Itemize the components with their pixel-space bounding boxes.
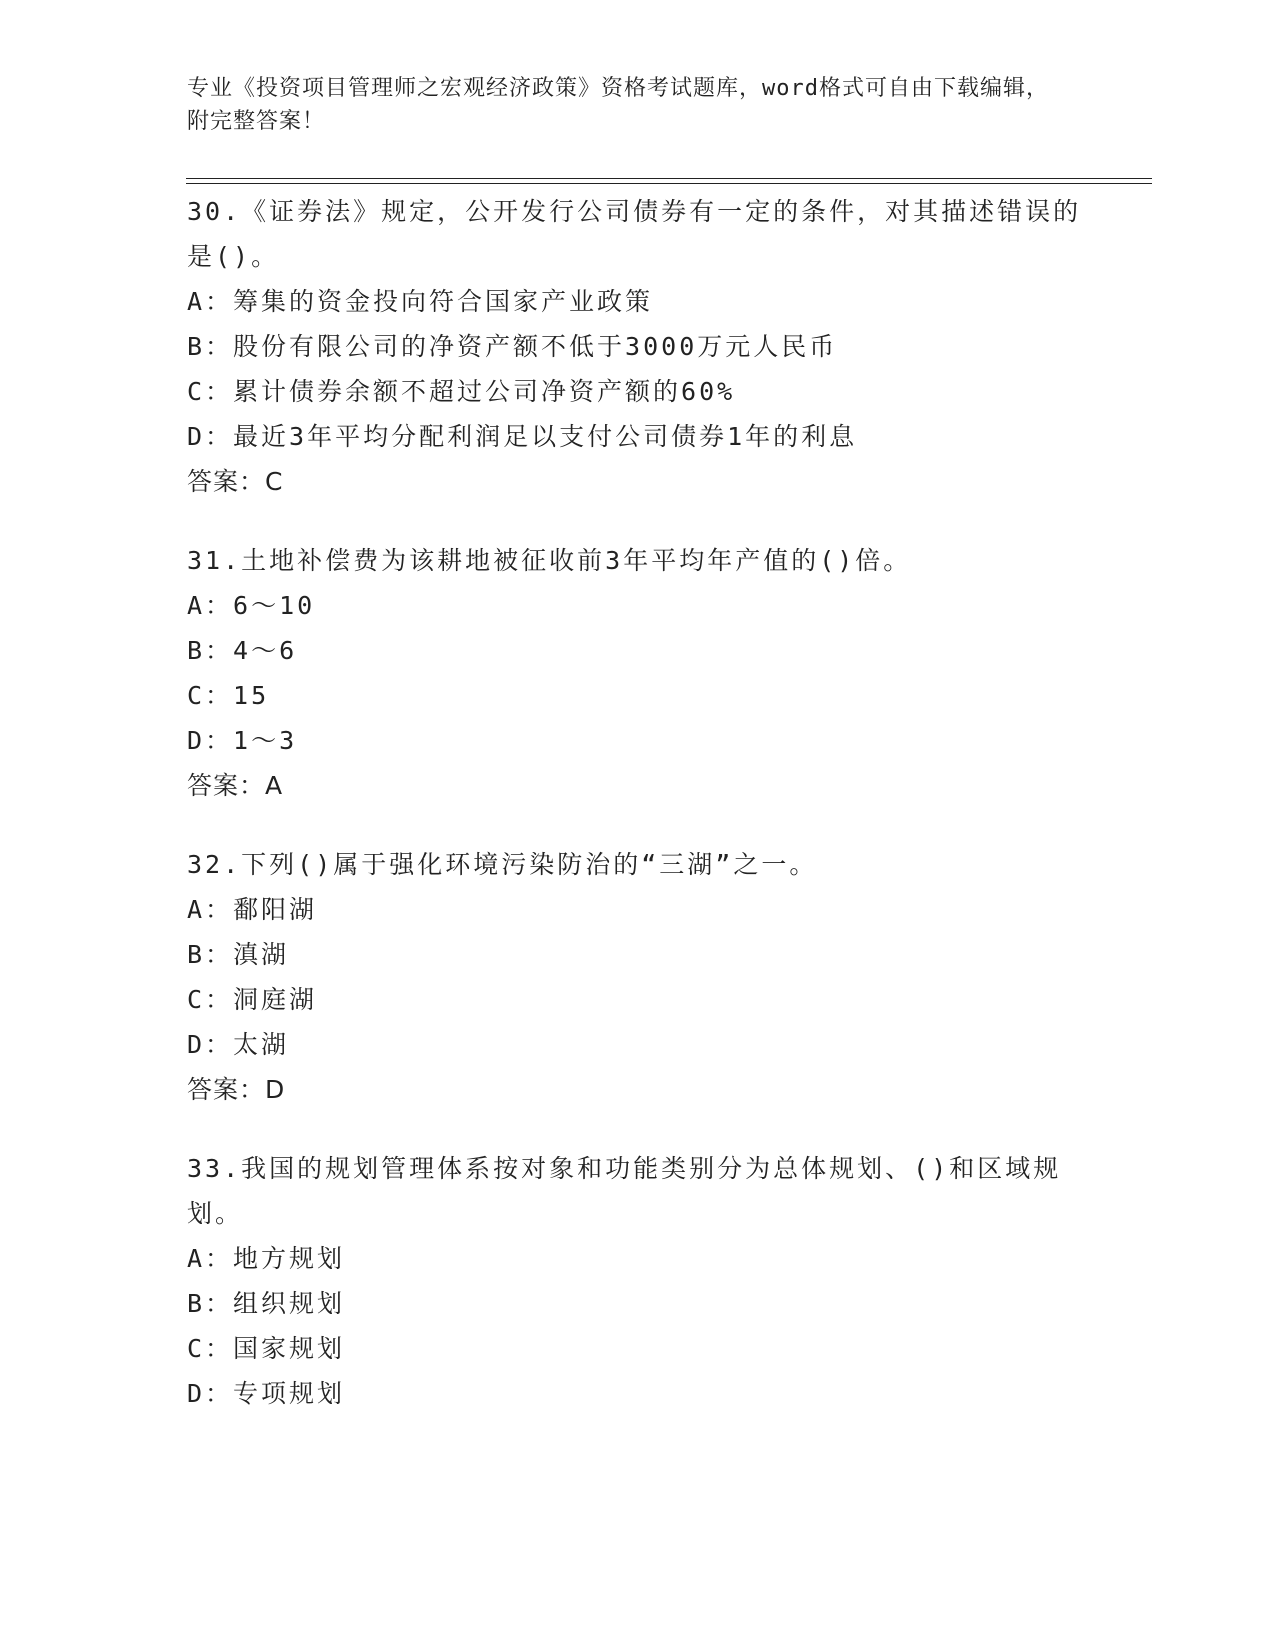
question-stem: 31.土地补偿费为该耕地被征收前3年平均年产值的()倍。	[187, 546, 912, 575]
question-stem: 33.我国的规划管理体系按对象和功能类别分为总体规划、()和区域规划。	[187, 1154, 1062, 1228]
option-d: D：专项规划	[187, 1379, 346, 1408]
question-stem: 32.下列()属于强化环境污染防治的“三湖”之一。	[187, 850, 818, 879]
option-b: B：股份有限公司的净资产额不低于3000万元人民币	[187, 332, 838, 361]
option-b: B：4～6	[187, 636, 298, 665]
question-list	[187, 189, 1087, 1450]
header-divider-top	[186, 178, 1152, 179]
option-d: D：1～3	[187, 726, 298, 755]
answer-line: 答案：D	[187, 1075, 286, 1104]
answer-line: 答案：C	[187, 467, 284, 496]
option-c: C：洞庭湖	[187, 985, 318, 1014]
option-b: B：滇湖	[187, 940, 290, 969]
option-a: A：地方规划	[187, 1244, 346, 1273]
question-31	[187, 538, 1087, 808]
option-a: A：筹集的资金投向符合国家产业政策	[187, 287, 654, 316]
option-d: D：太湖	[187, 1030, 290, 1059]
answer-line: 答案：A	[187, 771, 284, 800]
question-stem: 30.《证券法》规定，公开发行公司债券有一定的条件，对其描述错误的是()。	[187, 197, 1082, 271]
header-divider-bottom	[186, 183, 1152, 184]
option-a: A：6～10	[187, 591, 316, 620]
option-c: C：国家规划	[187, 1334, 346, 1363]
question-30	[187, 189, 1087, 504]
question-32	[187, 842, 1087, 1112]
option-c: C：15	[187, 681, 270, 710]
document-header: 专业《投资项目管理师之宏观经济政策》资格考试题库，word格式可自由下载编辑，附完整答案！	[187, 76, 1049, 134]
option-d: D：最近3年平均分配利润足以支付公司债券1年的利息	[187, 422, 858, 451]
option-c: C：累计债券余额不超过公司净资产额的60%	[187, 377, 736, 406]
option-b: B：组织规划	[187, 1289, 346, 1318]
question-33	[187, 1146, 1087, 1416]
option-a: A：鄱阳湖	[187, 895, 318, 924]
